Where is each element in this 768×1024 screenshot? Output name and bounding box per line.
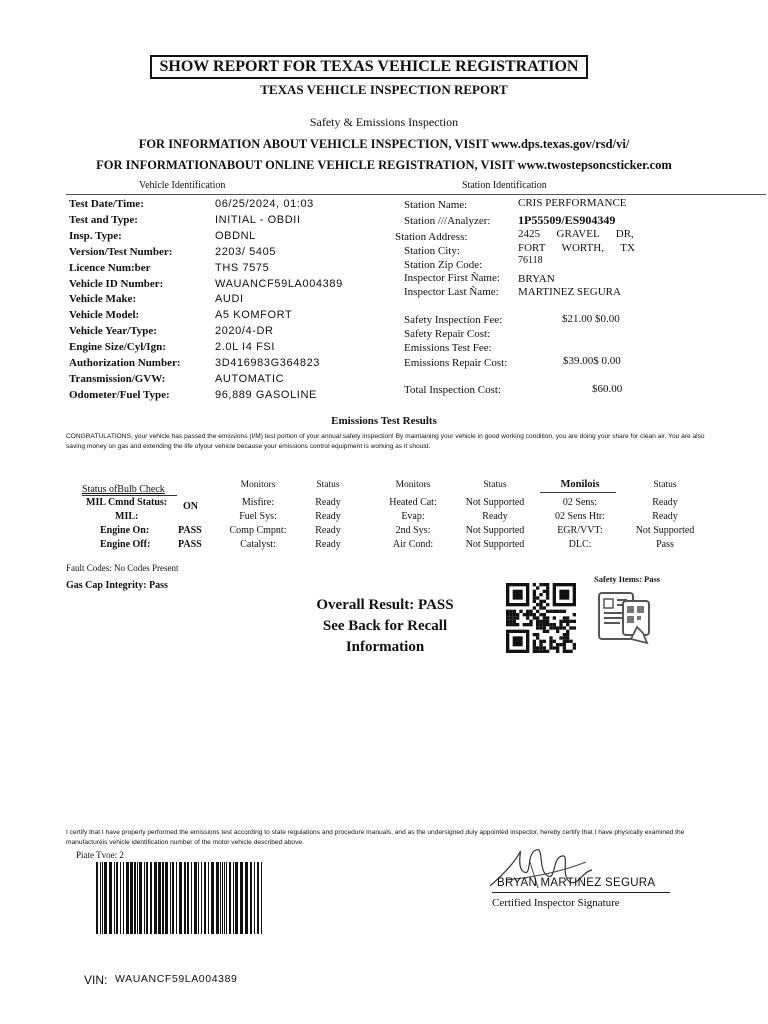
- vehicle-field-value: 06/25/2024, 01:03: [215, 198, 314, 210]
- emissions-repair-label: Emissions Repair Cost:: [404, 357, 508, 369]
- monitor-name: 2nd Sys:: [395, 525, 431, 536]
- vehicle-field-value: 96,889 GASOLINE: [215, 388, 317, 401]
- station-name: CRIS PERFORMANCE: [518, 197, 627, 209]
- monitor-status: Ready: [482, 511, 508, 522]
- emissions-repair: $39.00$ 0.00: [563, 355, 621, 367]
- vehicle-field-label: Vehicle Model:: [69, 309, 140, 322]
- safety-fee: $21.00 $0.00: [562, 313, 620, 325]
- monitor-name: Air Cond:: [392, 539, 434, 550]
- monitor-name: Evap:: [401, 511, 425, 522]
- station-address-street: 2425 GRAVEL DR,: [518, 228, 634, 240]
- vehicle-field-label: Engine Size/Cyl/Ign:: [69, 341, 166, 354]
- bulb-check-label: MIL:: [115, 511, 139, 522]
- monitor-status: Ready: [652, 497, 678, 508]
- status-header: Status: [653, 480, 677, 490]
- inspector-last-name: MARTINEZ SEGURA: [518, 286, 621, 298]
- monitor-name: DLC:: [568, 539, 592, 550]
- station-zip: 76118: [518, 255, 543, 266]
- vehicle-field-value: OBDNL: [215, 229, 256, 242]
- monitor-name: 02 Sens:: [562, 497, 598, 508]
- vin-label: VIN:: [84, 973, 108, 987]
- vehicle-field-label: Vehicle Year/Type:: [69, 325, 157, 338]
- divider: [82, 495, 177, 496]
- vehicle-field-label: Test Date/Time:: [69, 198, 144, 210]
- bulb-check-label: Engine Off:: [100, 539, 151, 550]
- monitor-status: Not Supported: [635, 525, 695, 536]
- monitor-status: Ready: [315, 539, 341, 550]
- monitor-status: Not Supported: [465, 497, 525, 508]
- vehicle-field-label: Licence Num:ber: [69, 261, 151, 274]
- vehicle-field-label: Vehicle ID Number:: [69, 277, 164, 290]
- monitors-header: Monilois: [560, 479, 600, 490]
- safety-items: Safety Items: Pass: [594, 574, 661, 584]
- monitor-name: Misfire:: [241, 497, 275, 508]
- monitor-status: Ready: [652, 511, 678, 522]
- monitor-name: Fuel Sys:: [239, 511, 277, 522]
- safety-fee-label: Safety Inspection Fee:: [404, 314, 503, 326]
- monitors-header: Monitors: [395, 480, 431, 490]
- vehicle-field-label: Transmission/GVW:: [69, 372, 166, 385]
- monitor-status: Ready: [315, 525, 341, 536]
- divider: [66, 194, 766, 195]
- vehicle-field-value: AUDI: [215, 293, 244, 306]
- recall-line-2: Information: [345, 639, 425, 655]
- vehicle-field-label: Authorization Number:: [69, 357, 181, 369]
- emissions-fee-label: Emissions Test Fee:: [404, 342, 492, 354]
- monitor-name: 02 Sens Htr:: [555, 511, 605, 522]
- inspector-name: BRYAN MARTINEZ SEGURA: [497, 877, 656, 889]
- vehicle-field-value: A5 KOMFORT: [215, 309, 293, 322]
- station-analyzer: 1P55509/ES904349: [518, 213, 616, 227]
- vehicle-field-label: Vehicle Make:: [69, 293, 137, 306]
- monitor-name: EGR/VVT:: [557, 525, 603, 536]
- station-analyzer-label: Station ///Analyzer:: [404, 215, 491, 227]
- status-header: Status: [483, 480, 507, 490]
- overall-result: [300, 595, 470, 658]
- bulb-check-header: Status ofBulb Check: [82, 484, 165, 495]
- fault-codes: Fault Codes: No Codes Present: [66, 563, 179, 573]
- vehicle-field-value: 3D416983G364823: [215, 357, 321, 369]
- congratulations-text: CONGRATULATIONS, your vehicle has passed the emissions (I/M) test portion of your annual safety inspection! By maintaining your vehicle in good working condition, you are doing your share for clean air. You are also saving money on gas and extending the life ofyour vehicle because your emissions control equipment is working as it should.: [66, 433, 705, 450]
- status-header: Status: [316, 480, 340, 490]
- vehicle-field-value: THS 7575: [215, 261, 270, 274]
- monitors-header: Monitors: [240, 480, 276, 490]
- barcode: [94, 862, 266, 934]
- inspector-last-name-label: Inspector Last Ñame:: [404, 286, 499, 298]
- info-line-inspection: FOR INFORMATION ABOUT VEHICLE INSPECTION, VISIT www.dps.texas.gov/rsd/vi/: [138, 137, 630, 151]
- total-cost-label: Total Inspection Cost:: [404, 384, 501, 396]
- divider: [540, 492, 616, 493]
- total-cost: $60.00: [592, 383, 623, 395]
- qr-code: [506, 583, 576, 653]
- monitor-name: Comp Cmpnt:: [229, 525, 287, 536]
- vehicle-field-value: 2.0L I4 FSI: [215, 341, 275, 354]
- vehicle-field-value: 2020/4-DR: [215, 325, 274, 338]
- vehicle-field-value: WAUANCF59LA004389: [215, 277, 343, 290]
- vehicle-field-label: Test and Type:: [69, 213, 138, 226]
- signature-line: [492, 892, 670, 893]
- bulb-check-label: Engine On:: [100, 525, 150, 536]
- bulb-check-value: PASS: [178, 539, 202, 550]
- monitor-status: Not Supported: [465, 539, 525, 550]
- recall-line: See Back for Recall: [322, 618, 448, 634]
- safety-repair-label: Safety Repair Cost:: [404, 328, 491, 340]
- vin-value: WAUANCF59LA004389: [115, 973, 238, 985]
- inspector-first-name: BRYAN: [518, 273, 555, 285]
- bulb-check-value: PASS: [178, 525, 202, 536]
- bulb-check-value: ON: [183, 501, 198, 512]
- info-line-registration: FOR INFORMATIONABOUT ONLINE VEHICLE REGISTRATION, VISIT www.twostepsoncsticker.com: [96, 158, 672, 172]
- vehicle-field-value: 2203/ 5405: [215, 245, 277, 258]
- emissions-heading: Emissions Test Results: [331, 415, 437, 427]
- station-city-label: Station City:: [404, 245, 460, 257]
- report-title: SHOW REPORT FOR TEXAS VEHICLE REGISTRATION: [150, 55, 588, 79]
- monitor-status: Ready: [315, 497, 341, 508]
- signature-label: Certified Inspector Signature: [492, 897, 620, 909]
- station-zip-label: Station Zip Code:: [404, 259, 483, 271]
- station-address-label: Station Address:: [395, 231, 468, 243]
- monitor-name: Heated Cat:: [389, 497, 437, 508]
- vehicle-identification-heading: Vehicle Identification: [139, 180, 226, 191]
- vehicle-field-label: Version/Test Number:: [69, 245, 173, 258]
- overall-result-line: Overall Result: PASS: [316, 597, 454, 613]
- inspector-first-name-label: Inspector First Ñame:: [404, 272, 500, 284]
- monitor-status: Ready: [315, 511, 341, 522]
- vehicle-field-label: Odometer/Fuel Type:: [69, 388, 170, 401]
- document-check-icon: [597, 587, 657, 647]
- monitor-status: Not Supported: [465, 525, 525, 536]
- station-address-city: FORT WORTH, TX: [518, 242, 635, 254]
- bulb-check-label: MIL Cmnd Status:: [86, 497, 168, 508]
- vehicle-field-value: INITIAL - OBDII: [215, 213, 301, 226]
- station-identification-heading: Station Identification: [462, 180, 547, 191]
- monitor-name: Catalyst:: [240, 539, 276, 550]
- section-title: Safety & Emissions Inspection: [309, 115, 459, 129]
- station-name-label: Station Name:: [404, 199, 468, 211]
- certification-text: I certify that I have properly performed the emissions test according to state regulations and procedure manuals, and as the undersigned duly appointed inspector, hereby certify that I have physically examined the manufacturéis vehicle identification number of the motor vehicle described above.: [66, 829, 685, 846]
- monitor-status: Pass: [656, 539, 674, 550]
- gas-cap-integrity: Gas Cap Integrity: Pass: [66, 580, 168, 591]
- plate-type: Piate Tvoe: 2: [76, 850, 124, 860]
- report-subtitle: TEXAS VEHICLE INSPECTION REPORT: [260, 82, 508, 97]
- vehicle-field-value: AUTOMATIC: [215, 372, 285, 385]
- vehicle-field-label: Insp. Type:: [69, 229, 122, 242]
